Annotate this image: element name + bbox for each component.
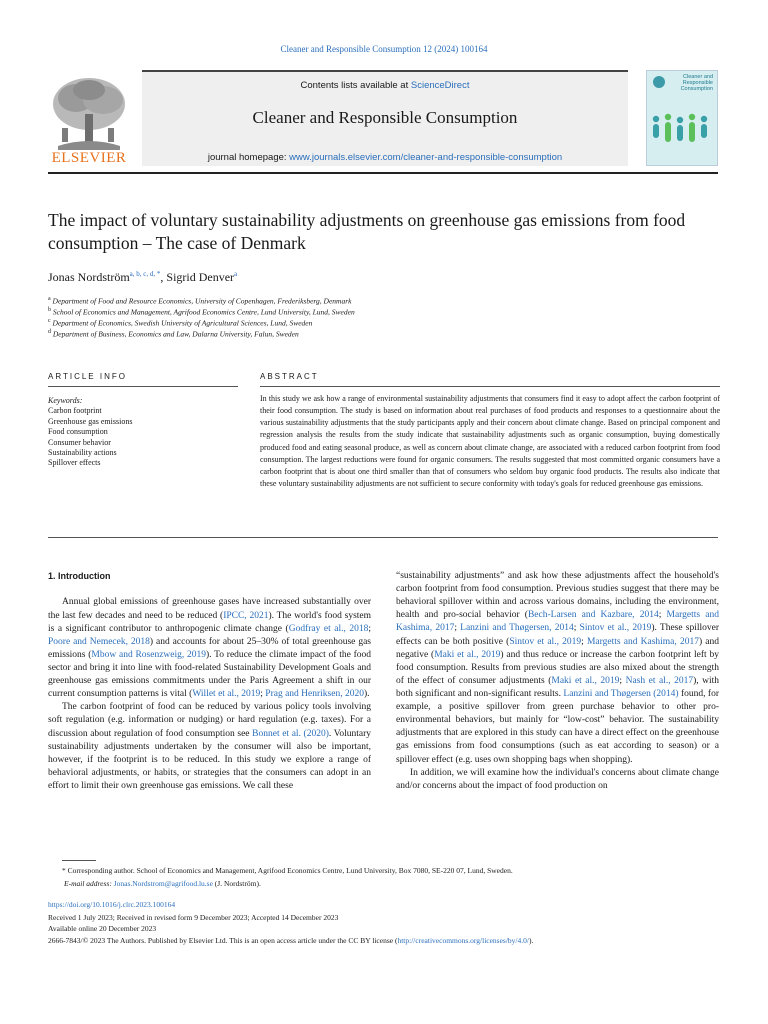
text-run: ), with both significant and non-significant results.: [396, 675, 720, 699]
journal-title: Cleaner and Responsible Consumption: [252, 108, 518, 127]
introduction-heading: 1. Introduction: [48, 571, 111, 581]
affiliation-text: School of Economics and Management, Agrifood Economics Centre, Lund University, Lund, Sweden: [52, 307, 355, 317]
citation-link[interactable]: Sintov et al., 2019: [509, 636, 582, 647]
author-name[interactable]: Sigrid Denver: [166, 270, 235, 284]
affiliation-text: Department of Business, Economics and Law, Dalarna University, Falun, Sweden: [52, 329, 299, 339]
journal-cover-thumbnail[interactable]: [646, 70, 718, 166]
email-note: [64, 879, 261, 889]
text-run: ) and thus reduce or increase the carbon footprint left by food consumption. Results from previous studies are also mixed about the strength of the effect of consumer adjustments (: [396, 649, 720, 686]
keyword: Food consumption: [48, 427, 108, 437]
text-run: ). The world's food system is a significant contributor to anthropogenic climate change (: [48, 610, 372, 634]
article-info-rule: [48, 386, 238, 387]
citation-link[interactable]: Bech-Larsen and Kazbare, 2014: [527, 610, 659, 621]
text-run: ) and negative (: [396, 636, 720, 660]
footnote-rule: [62, 860, 96, 861]
journal-citation[interactable]: Cleaner and Responsible Consumption 12 (2024) 100164: [280, 44, 488, 54]
citation-link[interactable]: Bonnet et al. (2020): [252, 728, 329, 739]
text-run: ;: [619, 675, 626, 686]
citation-link[interactable]: Nash et al., 2017: [625, 675, 694, 686]
affiliation: [48, 307, 355, 317]
text-run: ). These spillover effects can be both positive (: [396, 623, 720, 647]
keyword: Greenhouse gas emissions: [48, 416, 133, 426]
received-dates: Received 1 July 2023; Received in revised form 9 December 2023; Accepted 14 December 2023: [48, 913, 339, 922]
license-line: [48, 936, 533, 945]
paragraph: [48, 596, 371, 701]
email-link[interactable]: Jonas.Nordstrom@agrifood.lu.se: [113, 879, 213, 888]
body-column-right: [396, 570, 719, 793]
section-divider: [48, 537, 718, 538]
header-divider: [48, 172, 718, 174]
affiliation-text: Department of Food and Resource Economics, University of Copenhagen, Frederiksberg, Denmark: [52, 296, 352, 306]
text-run: ).: [363, 689, 370, 700]
affiliation-mark: d: [48, 329, 51, 335]
body-column-left: [48, 570, 371, 793]
paragraph: In addition, we will examine how the individual's concerns about climate change and/or concerns about the impact of food production on: [396, 767, 719, 791]
affiliation: [48, 296, 351, 306]
text-run: . Voluntary sustainability adjustments undertaken by the consumer will also be important, however, if the footprint is to be reduced. In this study we explore a range of behavioral adjustments, or habits, or strategies that the consumers can adopt in an effort to limit their own greenhouse gas emissions. We call these: [48, 728, 372, 791]
text-run: Annual global emissions of greenhouse gases have increased substantially over the last few decades and need to be reduced (: [48, 597, 371, 621]
cover-figures-icon: [649, 113, 715, 153]
text-run: ;: [581, 636, 587, 647]
affiliation: [48, 329, 299, 339]
keyword: Consumer behavior: [48, 437, 111, 447]
keywords-block: [48, 396, 238, 469]
affiliation-mark: a: [48, 296, 51, 302]
available-online: Available online 20 December 2023: [48, 924, 157, 933]
text-run: ;: [454, 623, 461, 634]
keyword: Spillover effects: [48, 458, 101, 468]
article-title: The impact of voluntary sustainability adjustments on greenhouse gas emissions from food consumption – The case of Denmark: [48, 210, 686, 254]
license-suffix: ).: [528, 936, 534, 945]
paragraph: [48, 701, 371, 793]
doi-link[interactable]: https://doi.org/10.1016/j.clrc.2023.100164: [48, 900, 176, 909]
citation-link[interactable]: Maki et al., 2019: [551, 675, 620, 686]
text-run: ;: [260, 689, 266, 700]
text-run: ;: [658, 610, 667, 621]
author-affiliation-marks[interactable]: a, b, c, d, *: [129, 270, 161, 278]
contents-availability: [142, 80, 628, 91]
journal-homepage: [142, 152, 628, 163]
keyword: Sustainability actions: [48, 447, 117, 457]
homepage-link[interactable]: www.journals.elsevier.com/cleaner-and-responsible-consumption: [289, 152, 563, 163]
cover-title: Cleaner and Responsible Consumption: [680, 74, 713, 93]
keywords-label: Keywords:: [48, 396, 83, 405]
email-suffix: (J. Nordström).: [212, 879, 261, 888]
citation-link[interactable]: Willet et al., 2019: [192, 689, 261, 700]
author-name[interactable]: Jonas Nordström: [48, 270, 130, 284]
footnote-mark: *: [62, 866, 66, 875]
citation-link[interactable]: Lanzini and Thøgersen, 2014: [460, 623, 574, 634]
keyword: Carbon footprint: [48, 406, 102, 416]
author-list: [48, 270, 237, 285]
citation-link[interactable]: Poore and Nemecek, 2018: [48, 636, 150, 647]
text-run: ) and accounts for about 25–30% of total greenhouse gas emissions (: [48, 636, 371, 660]
text-run: ;: [573, 623, 580, 634]
footnote-text: Corresponding author. School of Economics and Management, Agrifood Economics Centre, Lund University, Box 7080, SE-220 07, Lund, Sweden.: [65, 866, 513, 875]
citation-link[interactable]: Lanzini and Thøgersen (2014): [563, 688, 679, 699]
citation-link[interactable]: Sintov et al., 2019: [579, 623, 652, 634]
text-run: “sustainability adjustments” and ask how these adjustments affect the household's carbon footprint from food consumption. Previous studies suggest that there may be behavioral spillover within and across various domains, including the environment, health and pro-social behavior (: [396, 571, 719, 621]
citation-link[interactable]: Prag and Henriksen, 2020: [265, 689, 364, 700]
citation-link[interactable]: Maki et al., 2019: [434, 649, 501, 660]
license-link[interactable]: http://creativecommons.org/licenses/by/4.0/: [397, 936, 529, 945]
citation-link[interactable]: Godfray et al., 2018: [288, 623, 369, 634]
text-run: The carbon footprint of food can be reduced by various policy tools involving soft regulation (e.g. information or nudging) or hard regulation (e.g. taxes). For a discussion about regulation of food consumption see: [48, 702, 371, 739]
abstract-rule: [260, 386, 720, 387]
affiliation-mark: c: [48, 318, 51, 324]
abstract-text: In this study we ask how a range of environmental sustainability adjustments that consumers find it easy to adopt affect the carbon footprint of their food consumption. The study is based on information about real purchases of food products and responses to a questionnaire about the various sustainability adjustments that the study participants apply and their concern about climate change. Based on principal component and regression analysis the results from the study indicate that sustainability adjustments such as organic consumption, buying domestically produced food and eating seasonal produce, as well as concern about climate change, are associated with a reduced carbon footprint from food consumption. The largest reductions were found for organic consumers. The results suggested that most committed organic consumers have a carbon footprint that is about one third smaller than that of consumers who seldom buy organic food products. The results also indicate that these voluntary sustainability adjustments are not sufficient to secure conformity with today's goals for reduced greenhouse gas emissions.: [260, 394, 720, 489]
contents-prefix: Contents lists available at: [300, 80, 411, 91]
affiliation-mark: b: [48, 307, 51, 313]
corresponding-author-note: [62, 866, 513, 876]
citation-link[interactable]: IPCC, 2021: [223, 610, 269, 621]
affiliation-text: Department of Economics, Swedish University of Agricultural Sciences, Lund, Sweden: [52, 318, 313, 328]
paragraph: [396, 570, 719, 767]
author-affiliation-marks[interactable]: a: [234, 270, 238, 278]
license-text: 2666-7843/© 2023 The Authors. Published by Elsevier Ltd. This is an open access article under the CC BY license (: [48, 936, 398, 945]
abstract-heading: ABSTRACT: [260, 372, 319, 381]
text-run: ). To reduce the climate impact of the food sector and bring it into line with food-related Sustainability Development Goals and greenhouse gas emissions commitments under the Paris Agreement a shift in our current consumption patterns is vital (: [48, 649, 371, 700]
sciencedirect-link[interactable]: ScienceDirect: [410, 80, 470, 91]
text-run: ;: [368, 623, 371, 634]
homepage-prefix: journal homepage:: [207, 152, 290, 163]
citation-link[interactable]: Margetts and Kashima, 2017: [396, 610, 719, 634]
article-info-heading: ARTICLE INFO: [48, 372, 127, 381]
author-separator: ,: [160, 270, 167, 284]
citation-link[interactable]: Mbow and Rosenzweig, 2019: [91, 649, 207, 660]
affiliation: [48, 318, 312, 328]
text-run: found, for example, a positive spillover from green purchase behavior to other pro-environmental behaviors, but mainly for “low-cost” behavior. The sustainability adjustments that are explored in this study can have a direct effect on the greenhouse gas emissions from food consumptions (such as eat according to season) or a spillover effect (e.g. uses own shopping bags when shopping).: [396, 688, 720, 765]
citation-link[interactable]: Margetts and Kashima, 2017: [586, 636, 699, 647]
publisher-wordmark: ELSEVIER: [51, 150, 127, 166]
email-label: E-mail address:: [64, 879, 114, 888]
